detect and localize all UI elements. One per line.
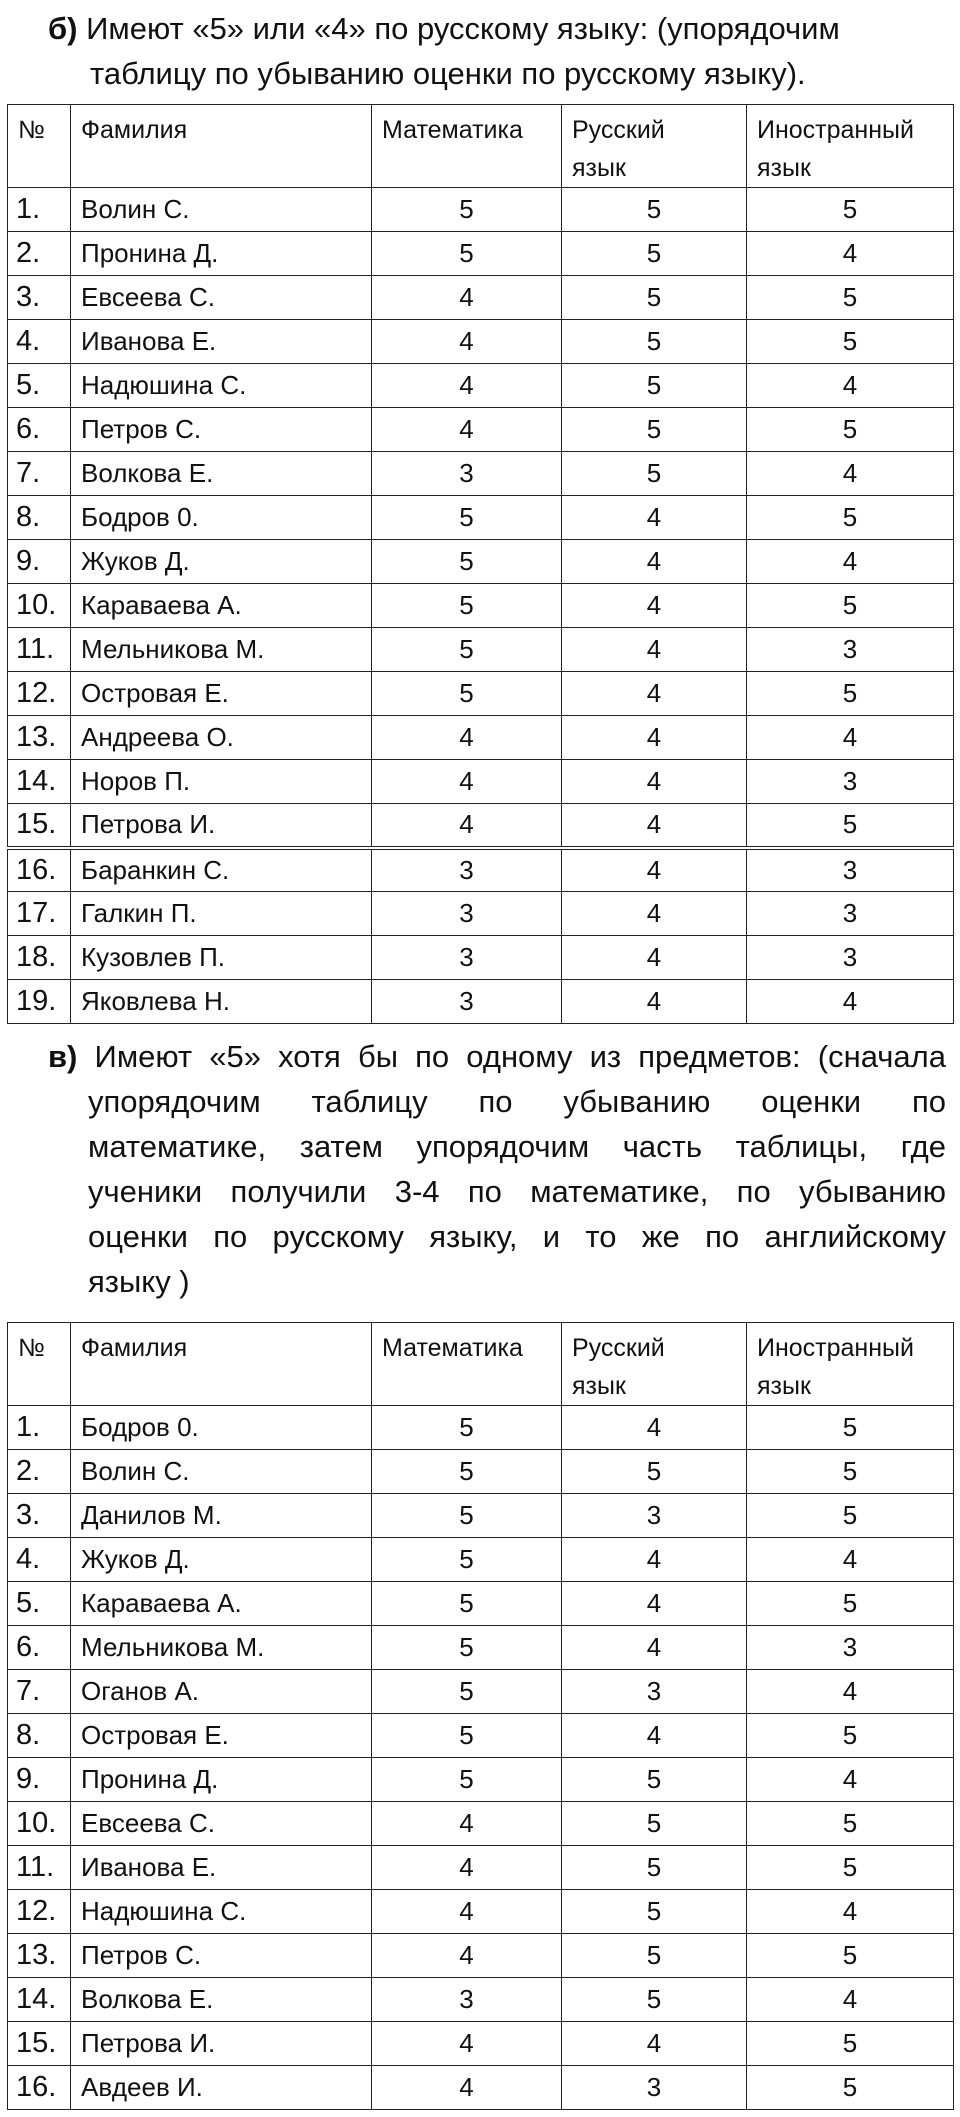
math-grade: 5 xyxy=(372,1450,562,1494)
russian-grade: 3 xyxy=(562,1670,747,1714)
section-b-line2: таблицу по убыванию оценки по русскому языку). xyxy=(90,56,806,91)
foreign-grade: 4 xyxy=(747,716,954,760)
student-name: Волкова Е. xyxy=(71,1978,372,2022)
header-num: № xyxy=(8,105,71,188)
foreign-grade: 5 xyxy=(747,1494,954,1538)
math-grade: 5 xyxy=(372,232,562,276)
table-row xyxy=(8,980,954,1024)
russian-grade: 4 xyxy=(562,584,747,628)
student-name: Бодров 0. xyxy=(71,1406,372,1450)
foreign-grade: 3 xyxy=(747,628,954,672)
row-number: 12. xyxy=(8,1890,71,1934)
math-grade: 4 xyxy=(372,320,562,364)
table-row xyxy=(8,892,954,936)
header-russian-line2: язык xyxy=(572,154,626,182)
row-number: 15. xyxy=(8,804,71,848)
foreign-grade: 5 xyxy=(747,1582,954,1626)
table-row xyxy=(8,2022,954,2066)
row-number: 9. xyxy=(8,540,71,584)
student-name: Кузовлев П. xyxy=(71,936,372,980)
russian-grade: 4 xyxy=(562,716,747,760)
table-row xyxy=(8,848,954,892)
row-number: 10. xyxy=(8,1802,71,1846)
foreign-grade: 4 xyxy=(747,364,954,408)
russian-grade: 4 xyxy=(562,892,747,936)
student-name: Караваева А. xyxy=(71,584,372,628)
table-row xyxy=(8,936,954,980)
russian-grade: 4 xyxy=(562,628,747,672)
russian-grade: 5 xyxy=(562,1802,747,1846)
row-number: 8. xyxy=(8,496,71,540)
grades-table-c xyxy=(7,1322,954,2110)
foreign-grade: 4 xyxy=(747,540,954,584)
row-number: 11. xyxy=(8,628,71,672)
row-number: 6. xyxy=(8,408,71,452)
student-name: Данилов М. xyxy=(71,1494,372,1538)
russian-grade: 5 xyxy=(562,276,747,320)
section-c-line5: оценки по русскому языку, и то же по английскому xyxy=(88,1219,946,1254)
row-number: 1. xyxy=(8,1406,71,1450)
table-row xyxy=(8,716,954,760)
table-row xyxy=(8,1978,954,2022)
russian-grade: 4 xyxy=(562,1626,747,1670)
math-grade: 3 xyxy=(372,848,562,892)
section-c-line6: языку ) xyxy=(88,1264,190,1299)
foreign-grade: 5 xyxy=(747,1406,954,1450)
row-number: 13. xyxy=(8,716,71,760)
header-foreign xyxy=(747,105,954,188)
table-row xyxy=(8,584,954,628)
student-name: Караваева А. xyxy=(71,1582,372,1626)
table-b-body xyxy=(8,188,954,1024)
section-c-line1 xyxy=(48,1034,946,1079)
foreign-grade: 3 xyxy=(747,936,954,980)
row-number: 18. xyxy=(8,936,71,980)
header-foreign-line2: язык xyxy=(757,154,811,182)
section-c-line3: математике, затем упорядочим часть таблицы, где xyxy=(88,1129,946,1164)
foreign-grade: 5 xyxy=(747,1846,954,1890)
header-russian-line1: Русский xyxy=(572,1334,665,1362)
math-grade: 4 xyxy=(372,1802,562,1846)
row-number: 5. xyxy=(8,1582,71,1626)
student-name: Мельникова М. xyxy=(71,1626,372,1670)
math-grade: 3 xyxy=(372,1978,562,2022)
table-row xyxy=(8,496,954,540)
section-c-text: Имеют «5» хотя бы по одному из предметов: (сначала xyxy=(94,1039,946,1074)
foreign-grade: 4 xyxy=(747,452,954,496)
math-grade: 4 xyxy=(372,1890,562,1934)
foreign-grade: 5 xyxy=(747,276,954,320)
row-number: 14. xyxy=(8,1978,71,2022)
math-grade: 3 xyxy=(372,936,562,980)
math-grade: 5 xyxy=(372,672,562,716)
table-header-row xyxy=(8,105,954,188)
math-grade: 5 xyxy=(372,1670,562,1714)
table-row xyxy=(8,1626,954,1670)
student-name: Жуков Д. xyxy=(71,1538,372,1582)
row-number: 7. xyxy=(8,1670,71,1714)
foreign-grade: 3 xyxy=(747,848,954,892)
row-number: 3. xyxy=(8,1494,71,1538)
student-name: Петрова И. xyxy=(71,2022,372,2066)
student-name: Надюшина С. xyxy=(71,1890,372,1934)
math-grade: 4 xyxy=(372,276,562,320)
math-grade: 4 xyxy=(372,716,562,760)
student-name: Галкин П. xyxy=(71,892,372,936)
russian-grade: 5 xyxy=(562,364,747,408)
student-name: Волин С. xyxy=(71,1450,372,1494)
russian-grade: 4 xyxy=(562,1714,747,1758)
foreign-grade: 4 xyxy=(747,1670,954,1714)
header-num: № xyxy=(8,1323,71,1406)
table-row xyxy=(8,1714,954,1758)
math-grade: 5 xyxy=(372,1406,562,1450)
section-b-line1 xyxy=(48,11,840,46)
table-row xyxy=(8,452,954,496)
russian-grade: 4 xyxy=(562,848,747,892)
table-row xyxy=(8,628,954,672)
math-grade: 4 xyxy=(372,804,562,848)
foreign-grade: 5 xyxy=(747,1934,954,1978)
math-grade: 5 xyxy=(372,496,562,540)
table-row xyxy=(8,1846,954,1890)
student-name: Островая Е. xyxy=(71,1714,372,1758)
foreign-grade: 5 xyxy=(747,496,954,540)
row-number: 2. xyxy=(8,1450,71,1494)
table-row xyxy=(8,1406,954,1450)
russian-grade: 5 xyxy=(562,1934,747,1978)
russian-grade: 4 xyxy=(562,540,747,584)
header-russian-line1: Русский xyxy=(572,116,665,144)
foreign-grade: 5 xyxy=(747,2022,954,2066)
math-grade: 4 xyxy=(372,2022,562,2066)
student-name: Баранкин С. xyxy=(71,848,372,892)
row-number: 16. xyxy=(8,848,71,892)
section-b-text: Имеют «5» или «4» по русскому языку: (упорядочим xyxy=(86,11,840,46)
foreign-grade: 4 xyxy=(747,980,954,1024)
student-name: Мельникова М. xyxy=(71,628,372,672)
student-name: Надюшина С. xyxy=(71,364,372,408)
row-number: 5. xyxy=(8,364,71,408)
russian-grade: 5 xyxy=(562,1846,747,1890)
row-number: 17. xyxy=(8,892,71,936)
math-grade: 5 xyxy=(372,1714,562,1758)
math-grade: 5 xyxy=(372,1626,562,1670)
russian-grade: 4 xyxy=(562,1582,747,1626)
row-number: 9. xyxy=(8,1758,71,1802)
russian-grade: 3 xyxy=(562,1494,747,1538)
header-math: Математика xyxy=(372,1323,562,1406)
math-grade: 4 xyxy=(372,1846,562,1890)
foreign-grade: 5 xyxy=(747,1802,954,1846)
foreign-grade: 5 xyxy=(747,408,954,452)
row-number: 4. xyxy=(8,320,71,364)
row-number: 19. xyxy=(8,980,71,1024)
section-b-heading xyxy=(48,6,944,96)
math-grade: 4 xyxy=(372,760,562,804)
student-name: Иванова Е. xyxy=(71,1846,372,1890)
foreign-grade: 4 xyxy=(747,1538,954,1582)
header-foreign-line1: Иностранный xyxy=(757,1334,914,1362)
table-c-body xyxy=(8,1406,954,2110)
student-name: Норов П. xyxy=(71,760,372,804)
student-name: Пронина Д. xyxy=(71,1758,372,1802)
math-grade: 5 xyxy=(372,540,562,584)
header-russian xyxy=(562,105,747,188)
math-grade: 5 xyxy=(372,1538,562,1582)
table-row xyxy=(8,1450,954,1494)
table-row xyxy=(8,1890,954,1934)
table-row xyxy=(8,232,954,276)
russian-grade: 4 xyxy=(562,2022,747,2066)
math-grade: 4 xyxy=(372,1934,562,1978)
foreign-grade: 3 xyxy=(747,892,954,936)
math-grade: 3 xyxy=(372,892,562,936)
foreign-grade: 5 xyxy=(747,320,954,364)
student-name: Евсеева С. xyxy=(71,1802,372,1846)
row-number: 2. xyxy=(8,232,71,276)
math-grade: 4 xyxy=(372,408,562,452)
russian-grade: 4 xyxy=(562,760,747,804)
foreign-grade: 3 xyxy=(747,760,954,804)
student-name: Петров С. xyxy=(71,408,372,452)
foreign-grade: 5 xyxy=(747,584,954,628)
russian-grade: 5 xyxy=(562,232,747,276)
student-name: Бодров 0. xyxy=(71,496,372,540)
row-number: 3. xyxy=(8,276,71,320)
student-name: Петрова И. xyxy=(71,804,372,848)
math-grade: 5 xyxy=(372,584,562,628)
russian-grade: 5 xyxy=(562,1890,747,1934)
russian-grade: 5 xyxy=(562,188,747,232)
russian-grade: 5 xyxy=(562,1758,747,1802)
russian-grade: 4 xyxy=(562,1406,747,1450)
student-name: Авдеев И. xyxy=(71,2066,372,2110)
russian-grade: 4 xyxy=(562,804,747,848)
header-surname: Фамилия xyxy=(71,105,372,188)
table-row xyxy=(8,364,954,408)
russian-grade: 4 xyxy=(562,496,747,540)
header-russian xyxy=(562,1323,747,1406)
math-grade: 4 xyxy=(372,2066,562,2110)
russian-grade: 5 xyxy=(562,408,747,452)
math-grade: 3 xyxy=(372,980,562,1024)
table-row xyxy=(8,2066,954,2110)
table-header-row xyxy=(8,1323,954,1406)
section-c-line4: ученики получили 3-4 по математике, по убыванию xyxy=(88,1174,946,1209)
section-c-letter: в) xyxy=(48,1039,78,1074)
header-foreign-line2: язык xyxy=(757,1372,811,1400)
table-row xyxy=(8,672,954,716)
row-number: 6. xyxy=(8,1626,71,1670)
math-grade: 3 xyxy=(372,452,562,496)
table-row xyxy=(8,1494,954,1538)
student-name: Жуков Д. xyxy=(71,540,372,584)
table-row xyxy=(8,1934,954,1978)
header-foreign xyxy=(747,1323,954,1406)
table-row xyxy=(8,760,954,804)
foreign-grade: 5 xyxy=(747,188,954,232)
foreign-grade: 4 xyxy=(747,1758,954,1802)
foreign-grade: 4 xyxy=(747,232,954,276)
row-number: 13. xyxy=(8,1934,71,1978)
row-number: 1. xyxy=(8,188,71,232)
student-name: Евсеева С. xyxy=(71,276,372,320)
foreign-grade: 3 xyxy=(747,1626,954,1670)
header-russian-line2: язык xyxy=(572,1372,626,1400)
table-row xyxy=(8,1670,954,1714)
russian-grade: 4 xyxy=(562,936,747,980)
student-name: Волкова Е. xyxy=(71,452,372,496)
row-number: 4. xyxy=(8,1538,71,1582)
section-c-heading xyxy=(48,1034,946,1304)
row-number: 11. xyxy=(8,1846,71,1890)
row-number: 15. xyxy=(8,2022,71,2066)
table-row xyxy=(8,408,954,452)
math-grade: 5 xyxy=(372,1758,562,1802)
table-row xyxy=(8,276,954,320)
student-name: Петров С. xyxy=(71,1934,372,1978)
russian-grade: 5 xyxy=(562,320,747,364)
russian-grade: 4 xyxy=(562,1538,747,1582)
student-name: Иванова Е. xyxy=(71,320,372,364)
foreign-grade: 4 xyxy=(747,1978,954,2022)
math-grade: 5 xyxy=(372,628,562,672)
table-row xyxy=(8,188,954,232)
russian-grade: 5 xyxy=(562,452,747,496)
row-number: 16. xyxy=(8,2066,71,2110)
header-surname: Фамилия xyxy=(71,1323,372,1406)
table-row xyxy=(8,1758,954,1802)
table-row xyxy=(8,1802,954,1846)
table-row xyxy=(8,1538,954,1582)
header-math: Математика xyxy=(372,105,562,188)
foreign-grade: 4 xyxy=(747,1890,954,1934)
foreign-grade: 5 xyxy=(747,2066,954,2110)
row-number: 8. xyxy=(8,1714,71,1758)
foreign-grade: 5 xyxy=(747,804,954,848)
russian-grade: 3 xyxy=(562,2066,747,2110)
grades-table-b xyxy=(7,104,954,1024)
header-foreign-line1: Иностранный xyxy=(757,116,914,144)
math-grade: 5 xyxy=(372,1494,562,1538)
student-name: Яковлева Н. xyxy=(71,980,372,1024)
section-b-letter: б) xyxy=(48,11,78,46)
student-name: Пронина Д. xyxy=(71,232,372,276)
row-number: 7. xyxy=(8,452,71,496)
row-number: 10. xyxy=(8,584,71,628)
row-number: 14. xyxy=(8,760,71,804)
student-name: Оганов А. xyxy=(71,1670,372,1714)
russian-grade: 5 xyxy=(562,1978,747,2022)
math-grade: 5 xyxy=(372,188,562,232)
foreign-grade: 5 xyxy=(747,672,954,716)
russian-grade: 4 xyxy=(562,980,747,1024)
russian-grade: 4 xyxy=(562,672,747,716)
foreign-grade: 5 xyxy=(747,1714,954,1758)
math-grade: 5 xyxy=(372,1582,562,1626)
table-row xyxy=(8,320,954,364)
student-name: Волин С. xyxy=(71,188,372,232)
math-grade: 4 xyxy=(372,364,562,408)
section-c-line2: упорядочим таблицу по убыванию оценки по xyxy=(88,1084,946,1119)
row-number: 12. xyxy=(8,672,71,716)
russian-grade: 5 xyxy=(562,1450,747,1494)
student-name: Андреева О. xyxy=(71,716,372,760)
foreign-grade: 5 xyxy=(747,1450,954,1494)
table-row xyxy=(8,1582,954,1626)
student-name: Островая Е. xyxy=(71,672,372,716)
table-row xyxy=(8,540,954,584)
table-row xyxy=(8,804,954,848)
